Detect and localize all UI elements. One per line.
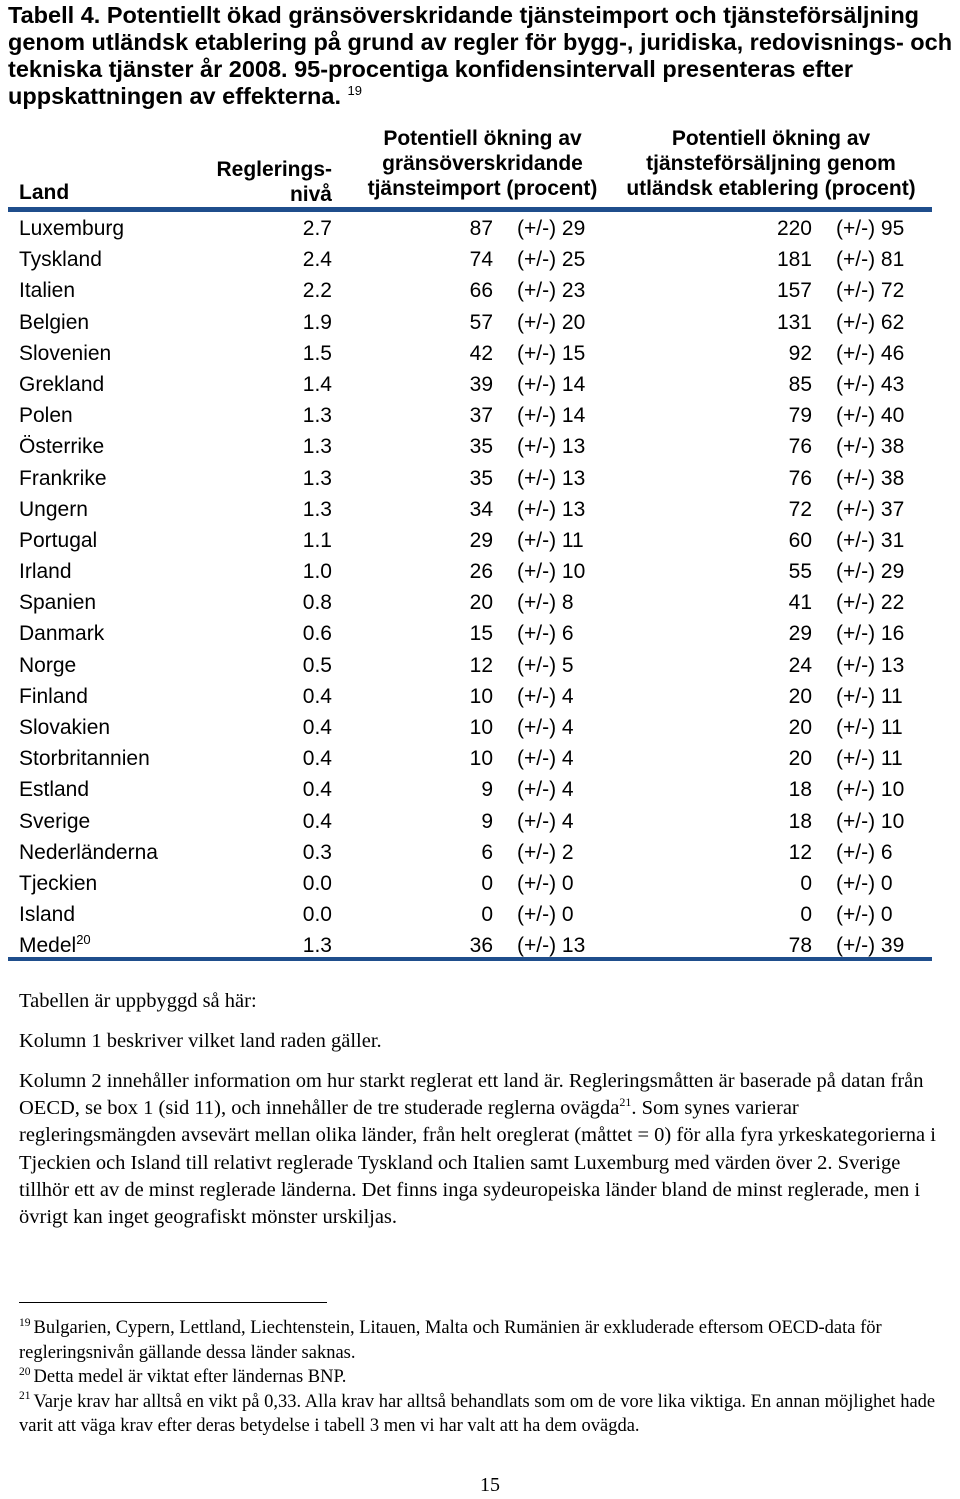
cell-import-ci: (+/-) 4 (517, 747, 574, 771)
cell-import-ci: (+/-) 4 (517, 778, 574, 802)
cell-import-ci: (+/-) 25 (517, 248, 586, 272)
cell-salj-value: 12 (788, 840, 812, 864)
cell-import-value: 26 (469, 560, 493, 584)
cell-regleringsniva: 0.4 (302, 747, 332, 771)
cell-import-value: 12 (469, 653, 493, 677)
cell-salj-value: 29 (788, 622, 812, 646)
table-row (0, 432, 960, 463)
cell-regleringsniva: 0.0 (302, 871, 332, 895)
cell-salj-ci: (+/-) 11 (836, 716, 903, 739)
cell-salj-value: 20 (788, 747, 812, 771)
table-row (0, 588, 960, 619)
footnote (19, 1390, 954, 1439)
table-row (0, 900, 960, 931)
cell-import-ci: (+/-) 4 (517, 716, 574, 739)
table-body (0, 214, 960, 963)
cell-import-value: 9 (481, 778, 493, 802)
cell-salj-value: 24 (788, 653, 812, 677)
cell-import-value: 39 (469, 372, 493, 396)
cell-salj-value: 85 (788, 372, 812, 396)
cell-import-ci: (+/-) 13 (517, 934, 586, 958)
cell-land: Polen (19, 404, 73, 428)
footnote-number: 20 (19, 1365, 31, 1378)
cell-salj-ci: (+/-) 37 (836, 497, 905, 521)
header-tjanstefosaljning (615, 126, 927, 201)
cell-import-ci: (+/-) 4 (517, 684, 574, 708)
footnote-text: Bulgarien, Cypern, Lettland, Liechtenstein, Litauen, Malta och Rumänien är exkluderade eftersom OECD-data för regleringsnivån gällande dessa länder saknas. (19, 1318, 882, 1363)
cell-land: Ungern (19, 497, 88, 521)
cell-land: Belgien (19, 310, 90, 334)
cell-land: Österrike (19, 435, 105, 459)
cell-regleringsniva: 1.9 (302, 310, 332, 334)
table-row (0, 495, 960, 526)
cell-import-ci: (+/-) 13 (517, 466, 586, 490)
cell-salj-ci: (+/-) 62 (836, 310, 905, 334)
cell-salj-ci: (+/-) 31 (836, 528, 905, 552)
table-row (0, 619, 960, 650)
footnote-text: Varje krav har alltså en vikt på 0,33. Alla krav har alltså behandlats som om de vore lika viktiga. En annan möjlighet hade varit att väga krav efter deras betydelse i tabell 3 men vi har valt att ha dem ovägda. (19, 1391, 936, 1436)
cell-salj-ci: (+/-) 13 (836, 653, 905, 677)
cell-regleringsniva: 1.4 (302, 372, 332, 396)
cell-regleringsniva: 2.2 (302, 279, 332, 303)
cell-salj-ci: (+/-) 43 (836, 372, 905, 396)
footnote-number: 21 (19, 1390, 31, 1403)
cell-salj-value: 181 (776, 248, 812, 272)
cell-regleringsniva: 1.3 (302, 435, 332, 459)
header-imp-line1: Potentiell ökning av (383, 127, 582, 150)
cell-salj-value: 76 (788, 466, 812, 490)
cell-import-ci: (+/-) 0 (517, 871, 574, 895)
cell-salj-ci: (+/-) 40 (836, 404, 905, 428)
cell-land: Danmark (19, 622, 105, 646)
header-reg-line1: Reglerings- (216, 158, 332, 181)
header-land: Land (19, 181, 70, 204)
cell-regleringsniva: 1.5 (302, 341, 332, 365)
cell-regleringsniva: 2.7 (302, 217, 332, 240)
header-imp-line3: tjänsteimport (procent) (367, 177, 598, 200)
table-row (0, 651, 960, 682)
cell-salj-value: 60 (788, 528, 812, 552)
header-sal-line2: tjänsteförsäljning genom (646, 152, 896, 175)
cell-regleringsniva: 2.4 (302, 248, 332, 272)
cell-import-value: 9 (481, 809, 493, 833)
table-bottom-rule (8, 957, 932, 961)
table-row (0, 869, 960, 900)
footnote (19, 1316, 954, 1365)
cell-land: Slovenien (19, 341, 112, 365)
col2-text-a: Kolumn 2 innehåller information om hur starkt reglerat ett land är. Regleringsmåtten är baserade på datan från OECD, se box 1 (sid 11), och innehåller de tre studerade reglerna ovägda (19, 1070, 924, 1120)
cell-land (19, 934, 91, 958)
cell-salj-value: 0 (800, 903, 812, 927)
cell-import-ci: (+/-) 10 (517, 560, 586, 584)
cell-import-ci: (+/-) 11 (517, 528, 584, 552)
cell-regleringsniva: 0.4 (302, 778, 332, 802)
cell-salj-value: 220 (776, 217, 812, 240)
table-row (0, 744, 960, 775)
table-row (0, 339, 960, 370)
footnote-separator (19, 1302, 327, 1303)
cell-land: Tyskland (19, 248, 102, 272)
footnote-text: Detta medel är viktat efter ländernas BNP. (33, 1367, 347, 1387)
cell-salj-value: 20 (788, 684, 812, 708)
cell-salj-ci: (+/-) 39 (836, 934, 905, 958)
cell-salj-value: 0 (800, 871, 812, 895)
cell-import-ci: (+/-) 6 (517, 622, 574, 646)
table-row (0, 682, 960, 713)
cell-land: Frankrike (19, 466, 107, 490)
table-row (0, 370, 960, 401)
cell-salj-ci: (+/-) 95 (836, 217, 905, 240)
header-tjansteimport (355, 126, 610, 201)
cell-salj-ci: (+/-) 29 (836, 560, 905, 584)
cell-salj-ci: (+/-) 10 (836, 809, 905, 833)
cell-salj-value: 55 (788, 560, 812, 584)
cell-land: Nederländerna (19, 840, 158, 864)
cell-import-ci: (+/-) 15 (517, 341, 586, 365)
cell-import-ci: (+/-) 20 (517, 310, 586, 334)
cell-regleringsniva: 0.8 (302, 591, 332, 615)
cell-regleringsniva: 1.3 (302, 934, 332, 958)
cell-land: Italien (19, 279, 76, 303)
cell-regleringsniva: 0.6 (302, 622, 332, 646)
cell-import-ci: (+/-) 29 (517, 217, 586, 240)
header-reg-line2: nivå (289, 183, 332, 206)
cell-import-value: 0 (481, 903, 493, 927)
table-top-rule (8, 207, 932, 212)
cell-land: Slovakien (19, 716, 111, 739)
cell-import-value: 0 (481, 871, 493, 895)
cell-regleringsniva: 1.1 (302, 528, 332, 552)
cell-import-value: 35 (469, 466, 493, 490)
cell-regleringsniva: 0.0 (302, 903, 332, 927)
header-regleringsniva (190, 157, 332, 207)
cell-land: Luxemburg (19, 217, 125, 240)
cell-land: Estland (19, 778, 90, 802)
table-row (0, 713, 960, 744)
cell-regleringsniva: 0.5 (302, 653, 332, 677)
cell-import-value: 34 (469, 497, 493, 521)
table-title (8, 2, 953, 110)
cell-land: Storbritannien (19, 747, 150, 771)
cell-land: Spanien (19, 591, 97, 615)
cell-import-value: 10 (469, 716, 493, 739)
cell-import-ci: (+/-) 8 (517, 591, 574, 615)
cell-import-value: 20 (469, 591, 493, 615)
cell-salj-ci: (+/-) 16 (836, 622, 905, 646)
cell-salj-ci: (+/-) 38 (836, 466, 905, 490)
cell-regleringsniva: 0.4 (302, 809, 332, 833)
cell-salj-ci: (+/-) 81 (836, 248, 905, 272)
cell-import-value: 74 (469, 248, 493, 272)
table-title-text: Tabell 4. Potentiellt ökad gränsöverskridande tjänsteimport och tjänsteförsäljning genom utländsk etablering på grund av regler för bygg-, juridiska, redovisnings- och tekniska tjänster år 2008. 95-procentiga konfidensintervall presenteras efter uppskattningen av effekterna. (8, 2, 953, 109)
cell-salj-value: 18 (788, 809, 812, 833)
table-row (0, 276, 960, 307)
title-footnote-ref: 19 (347, 83, 362, 99)
cell-land: Finland (19, 684, 88, 708)
table-row (0, 838, 960, 869)
cell-salj-value: 18 (788, 778, 812, 802)
cell-import-ci: (+/-) 2 (517, 840, 574, 864)
header-sal-line3: utländsk etablering (procent) (626, 177, 916, 200)
table-row (0, 775, 960, 806)
cell-salj-ci: (+/-) 10 (836, 778, 905, 802)
cell-import-ci: (+/-) 23 (517, 279, 586, 303)
cell-salj-value: 92 (788, 341, 812, 365)
cell-import-value: 66 (469, 279, 493, 303)
cell-import-ci: (+/-) 13 (517, 435, 586, 459)
cell-salj-ci: (+/-) 6 (836, 840, 893, 864)
cell-land-footnote-ref: 20 (76, 932, 91, 948)
cell-salj-value: 79 (788, 404, 812, 428)
cell-salj-value: 78 (788, 934, 812, 958)
table-row (0, 464, 960, 495)
cell-regleringsniva: 0.4 (302, 716, 332, 739)
cell-salj-ci: (+/-) 46 (836, 341, 905, 365)
table-row (0, 214, 960, 245)
cell-import-ci: (+/-) 14 (517, 404, 586, 428)
cell-regleringsniva: 1.3 (302, 466, 332, 490)
cell-regleringsniva: 1.0 (302, 560, 332, 584)
cell-import-value: 87 (469, 217, 493, 240)
cell-salj-ci: (+/-) 0 (836, 871, 893, 895)
cell-salj-value: 131 (776, 310, 812, 334)
header-sal-line1: Potentiell ökning av (671, 127, 871, 150)
page-number: 15 (480, 1474, 500, 1496)
cell-import-ci: (+/-) 4 (517, 809, 574, 833)
cell-import-value: 57 (469, 310, 493, 334)
cell-import-value: 29 (469, 528, 493, 552)
cell-import-ci: (+/-) 13 (517, 497, 586, 521)
cell-land-text: Medel (19, 934, 77, 958)
cell-land: Tjeckien (19, 871, 98, 895)
cell-salj-ci: (+/-) 11 (836, 684, 903, 708)
cell-land: Grekland (19, 372, 105, 396)
cell-regleringsniva: 0.4 (302, 684, 332, 708)
table-row (0, 807, 960, 838)
col2-footnote-ref: 21 (619, 1095, 632, 1110)
cell-salj-ci: (+/-) 11 (836, 747, 903, 771)
cell-land: Portugal (19, 528, 98, 552)
cell-salj-value: 76 (788, 435, 812, 459)
cell-salj-value: 157 (776, 279, 812, 303)
cell-import-value: 36 (469, 934, 493, 958)
explanation-column2 (19, 1068, 954, 1231)
table-row (0, 245, 960, 276)
cell-import-value: 6 (481, 840, 493, 864)
cell-land: Norge (19, 653, 77, 677)
footnote-number: 19 (19, 1316, 31, 1329)
cell-import-value: 10 (469, 684, 493, 708)
cell-land: Irland (19, 560, 72, 584)
cell-import-value: 10 (469, 747, 493, 771)
cell-land: Sverige (19, 809, 91, 833)
cell-regleringsniva: 1.3 (302, 497, 332, 521)
cell-salj-ci: (+/-) 72 (836, 279, 905, 303)
cell-salj-value: 20 (788, 716, 812, 739)
cell-import-value: 15 (469, 622, 493, 646)
table-row (0, 308, 960, 339)
cell-import-ci: (+/-) 5 (517, 653, 574, 677)
footnotes (19, 1316, 954, 1439)
cell-import-value: 37 (469, 404, 493, 428)
footnote (19, 1365, 954, 1390)
explanation-column1: Kolumn 1 beskriver vilket land raden gäller. (19, 1030, 382, 1052)
cell-regleringsniva: 1.3 (302, 404, 332, 428)
cell-salj-value: 72 (788, 497, 812, 521)
cell-import-value: 42 (469, 341, 493, 365)
cell-salj-value: 41 (788, 591, 812, 615)
table-row (0, 401, 960, 432)
header-imp-line2: gränsöverskridande (382, 152, 583, 175)
explanation-intro: Tabellen är uppbyggd så här: (19, 990, 257, 1012)
table-row (0, 557, 960, 588)
cell-regleringsniva: 0.3 (302, 840, 332, 864)
cell-import-value: 35 (469, 435, 493, 459)
cell-import-ci: (+/-) 14 (517, 372, 586, 396)
cell-salj-ci: (+/-) 38 (836, 435, 905, 459)
cell-import-ci: (+/-) 0 (517, 903, 574, 927)
col2-text-b: . Som synes varierar regleringsmängden avsevärt mellan olika länder, från helt oreglerat (måttet = 0) för alla fyra yrkeskategorierna i Tjeckien och Island till relativt reglerade Tyskland och Italien samt Luxemburg med värden över 2. Sverige tillhör ett av de minst reglerade länderna. Det finns inga sydeuropeiska länder bland de minst reglerade, men i övrigt kan inget geografiskt mönster urskiljas. (19, 1097, 936, 1229)
cell-land: Island (19, 903, 76, 927)
cell-salj-ci: (+/-) 22 (836, 591, 905, 615)
table-row (0, 526, 960, 557)
cell-salj-ci: (+/-) 0 (836, 903, 893, 927)
